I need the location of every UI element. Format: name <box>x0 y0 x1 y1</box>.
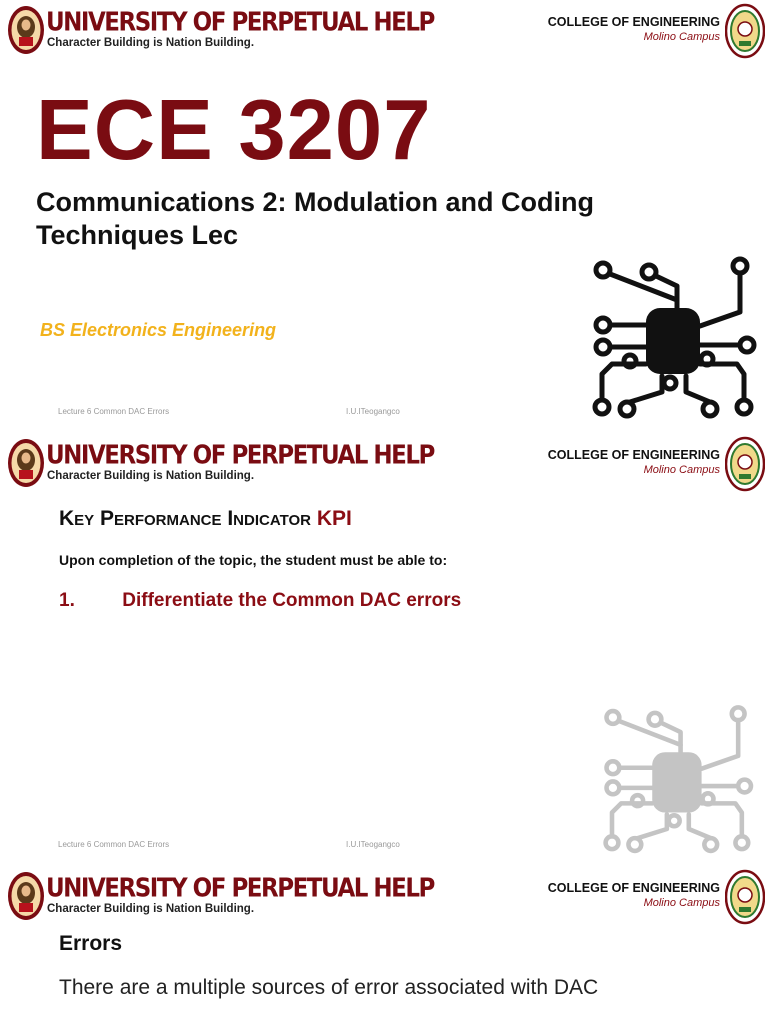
errors-heading: Errors <box>59 932 123 955</box>
college-name: COLLEGE OF ENGINEERING <box>547 15 720 29</box>
university-seal-icon <box>7 5 45 55</box>
engineering-seal-icon <box>725 3 765 59</box>
engineering-seal-icon <box>725 436 765 492</box>
kpi-intro: Upon completion of the topic, the student must be able to: <box>59 552 448 568</box>
course-code: ECE 3207 <box>36 83 432 178</box>
campus-name: Molino Campus <box>643 464 720 476</box>
university-tagline: Character Building is Nation Building. <box>47 470 255 482</box>
slide-kpi <box>0 433 768 866</box>
course-title: Communications 2: Modulation and Coding Techniques Lec <box>36 187 594 250</box>
university-name: UNIVERSITY OF PERPETUAL HELP <box>46 8 434 38</box>
program-name: BS Electronics Engineering <box>40 320 277 340</box>
campus-name: Molino Campus <box>643 897 720 909</box>
university-seal-icon <box>7 871 45 921</box>
campus-name: Molino Campus <box>643 31 720 43</box>
slide-errors <box>0 866 768 1024</box>
list-item-number: 1. <box>59 590 75 611</box>
circuit-chip-icon <box>590 701 762 861</box>
footer-lecture: Lecture 6 Common DAC Errors <box>58 407 170 416</box>
university-name: UNIVERSITY OF PERPETUAL HELP <box>46 441 434 471</box>
footer-lecture: Lecture 6 Common DAC Errors <box>58 840 170 849</box>
college-block <box>548 448 720 477</box>
list-item-text: Differentiate the Common DAC errors <box>122 590 462 611</box>
slide-title <box>0 0 768 433</box>
kpi-heading-accent: KPI <box>316 507 352 530</box>
list-item <box>59 590 461 612</box>
college-block <box>548 881 720 910</box>
footer-author: I.U.ITeogangco <box>346 407 400 416</box>
university-tagline: Character Building is Nation Building. <box>47 37 255 49</box>
university-tagline: Character Building is Nation Building. <box>47 903 255 915</box>
kpi-heading <box>59 507 352 531</box>
circuit-chip-icon <box>582 252 762 427</box>
college-name: COLLEGE OF ENGINEERING <box>547 448 720 462</box>
footer-author: I.U.ITeogangco <box>346 840 400 849</box>
engineering-seal-icon <box>725 869 765 925</box>
college-name: COLLEGE OF ENGINEERING <box>547 881 720 895</box>
university-seal-icon <box>7 438 45 488</box>
kpi-heading-text: Key Performance Indicator <box>59 507 311 530</box>
college-block <box>548 15 720 44</box>
university-name: UNIVERSITY OF PERPETUAL HELP <box>46 874 434 904</box>
errors-body: There are a multiple sources of error associated with DAC <box>59 976 599 999</box>
